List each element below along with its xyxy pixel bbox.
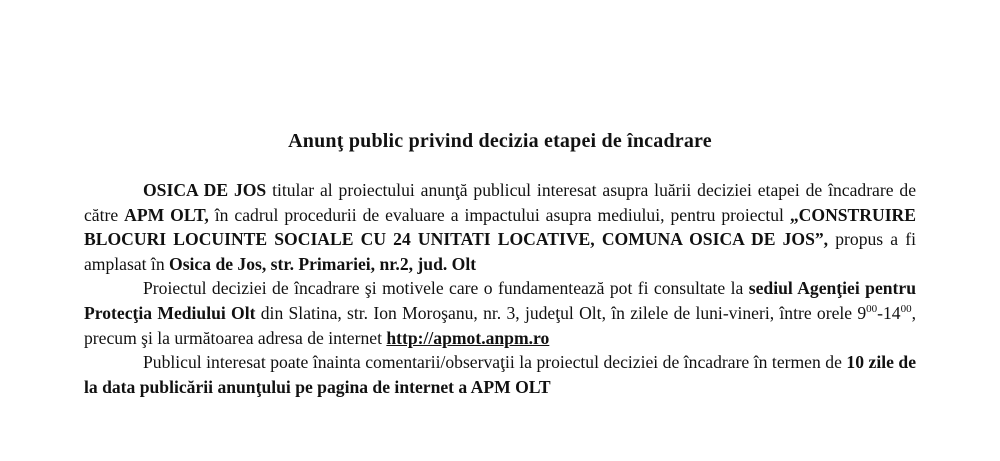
agency-office: sediul Agenţiei pentru Protecţia Mediului Olt [84,278,916,323]
paragraph-comments [84,350,916,399]
paragraph1-text1: titular al proiectului anunţă publicul interesat asupra luării deciziei etapei de încadrare de către [84,180,917,225]
titular-name: OSICA DE JOS [143,180,267,200]
document-title: Anunţ public privind decizia etapei de încadrare [288,130,712,152]
paragraph1-text2: în cadrul procedurii de evaluare a impactului asupra mediului, pentru proiectul [208,204,790,225]
hours-dash: -14 [877,302,901,323]
website-link[interactable]: http://apmot.anpm.ro [386,327,550,348]
paragraph1-text3: propus a fi amplasat în [84,229,916,274]
paragraph-decision-notice [84,178,916,276]
end-minutes: 00 [900,303,912,316]
paragraph-consultation [84,276,916,350]
paragraph2-text1: Proiectul deciziei de încadrare şi motivele care o fundamentează pot fi consultate la [143,278,749,299]
comment-deadline: 10 zile de la data publicării anunţului pe pagina de internet a APM OLT [84,352,916,397]
project-name: „CONSTRUIRE BLOCURI LOCUINTE SOCIALE CU 24 UNITATI LOCATIVE, COMUNA OSICA DE JOS”, [84,204,916,250]
paragraph3-text1: Publicul interesat poate înainta comentarii/observaţii la proiectul deciziei de încadrare în termen de [143,352,847,373]
start-minutes: 00 [866,303,878,316]
project-location: Osica de Jos, str. Primariei, nr.2, jud. Olt [169,253,477,274]
paragraph2-text2: din Slatina, str. Ion Moroşanu, nr. 3, judeţul Olt, în zilele de luni-vineri, între orele 9 [255,302,867,323]
announcement-body [84,178,916,399]
authority-name: APM OLT, [124,204,209,225]
paragraph2-text3: , precum şi la următoarea adresa de internet [84,302,917,348]
